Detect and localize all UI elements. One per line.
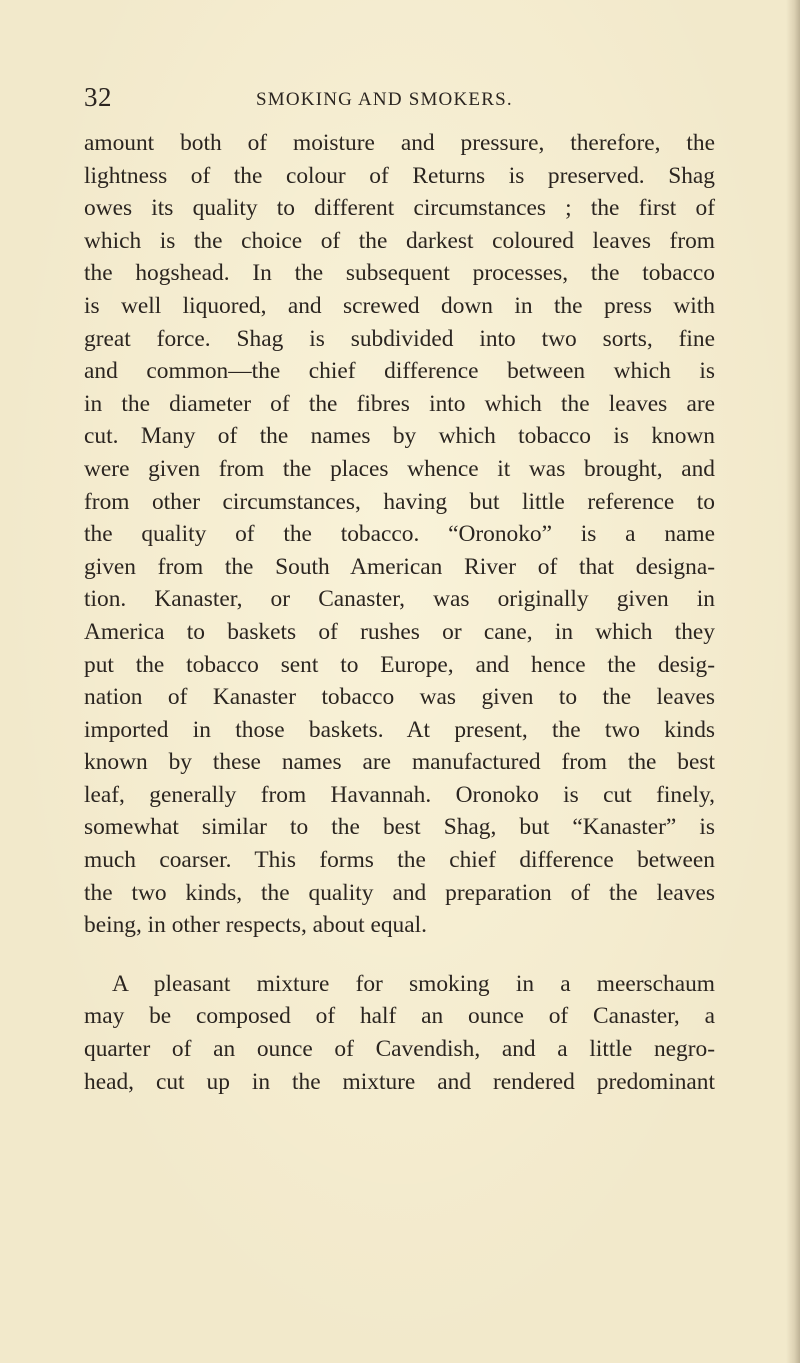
paragraph-1: [84, 127, 715, 942]
text-line: head, cut up in the mixture and rendered predominant: [84, 1068, 715, 1095]
paragraph-2: [84, 968, 715, 1098]
text-line: put the tobacco sent to Europe, and hence the desig-: [84, 651, 715, 678]
text-line: America to baskets of rushes or cane, in which they: [84, 618, 715, 645]
text-line: being, in other respects, about equal.: [84, 912, 427, 939]
text-line: leaf, generally from Havannah. Oronoko is cut finely,: [84, 781, 715, 808]
page-header: [84, 82, 724, 122]
text-line: tion. Kanaster, or Canaster, was originally given in: [84, 586, 715, 613]
text-line: great force. Shag is subdivided into two sorts, fine: [84, 325, 715, 352]
paragraph-gap: [84, 942, 715, 968]
text-line: from other circumstances, having but little reference to: [84, 488, 715, 515]
page-number: 32: [84, 82, 112, 112]
text-line: in the diameter of the fibres into which the leaves are: [84, 390, 715, 417]
text-line: known by these names are manufactured from the best: [84, 749, 715, 776]
text-line: may be composed of half an ounce of Canaster, a: [84, 1003, 715, 1030]
text-line: the quality of the tobacco. “Oronoko” is a name: [84, 521, 715, 548]
text-line: nation of Kanaster tobacco was given to the leaves: [84, 684, 715, 711]
text-line: is well liquored, and screwed down in the press with: [84, 292, 715, 319]
text-line: given from the South American River of that designa-: [84, 553, 715, 580]
text-line: A pleasant mixture for smoking in a meerschaum: [112, 970, 715, 997]
running-head: SMOKING AND SMOKERS.: [256, 89, 513, 110]
text-line: somewhat similar to the best Shag, but “Kanaster” is: [84, 814, 715, 841]
text-line: the hogshead. In the subsequent processes, the tobacco: [84, 260, 715, 287]
page-edge-shadow: [786, 0, 800, 1363]
text-line: the two kinds, the quality and preparation of the leaves: [84, 879, 715, 906]
text-line: much coarser. This forms the chief difference between: [84, 847, 715, 874]
text-line: and common—the chief difference between which is: [84, 358, 715, 385]
text-line: quarter of an ounce of Cavendish, and a little negro-: [84, 1036, 715, 1063]
text-line: cut. Many of the names by which tobacco is known: [84, 423, 715, 450]
text-line: lightness of the colour of Returns is preserved. Shag: [84, 162, 715, 189]
text-line: were given from the places whence it was brought, and: [84, 455, 715, 482]
text-line: owes its quality to different circumstances ; the first of: [84, 195, 715, 222]
text-line: which is the choice of the darkest coloured leaves from: [84, 227, 715, 254]
body-text: [84, 127, 715, 1098]
text-line: amount both of moisture and pressure, therefore, the: [84, 130, 715, 156]
text-line: imported in those baskets. At present, the two kinds: [84, 716, 715, 743]
